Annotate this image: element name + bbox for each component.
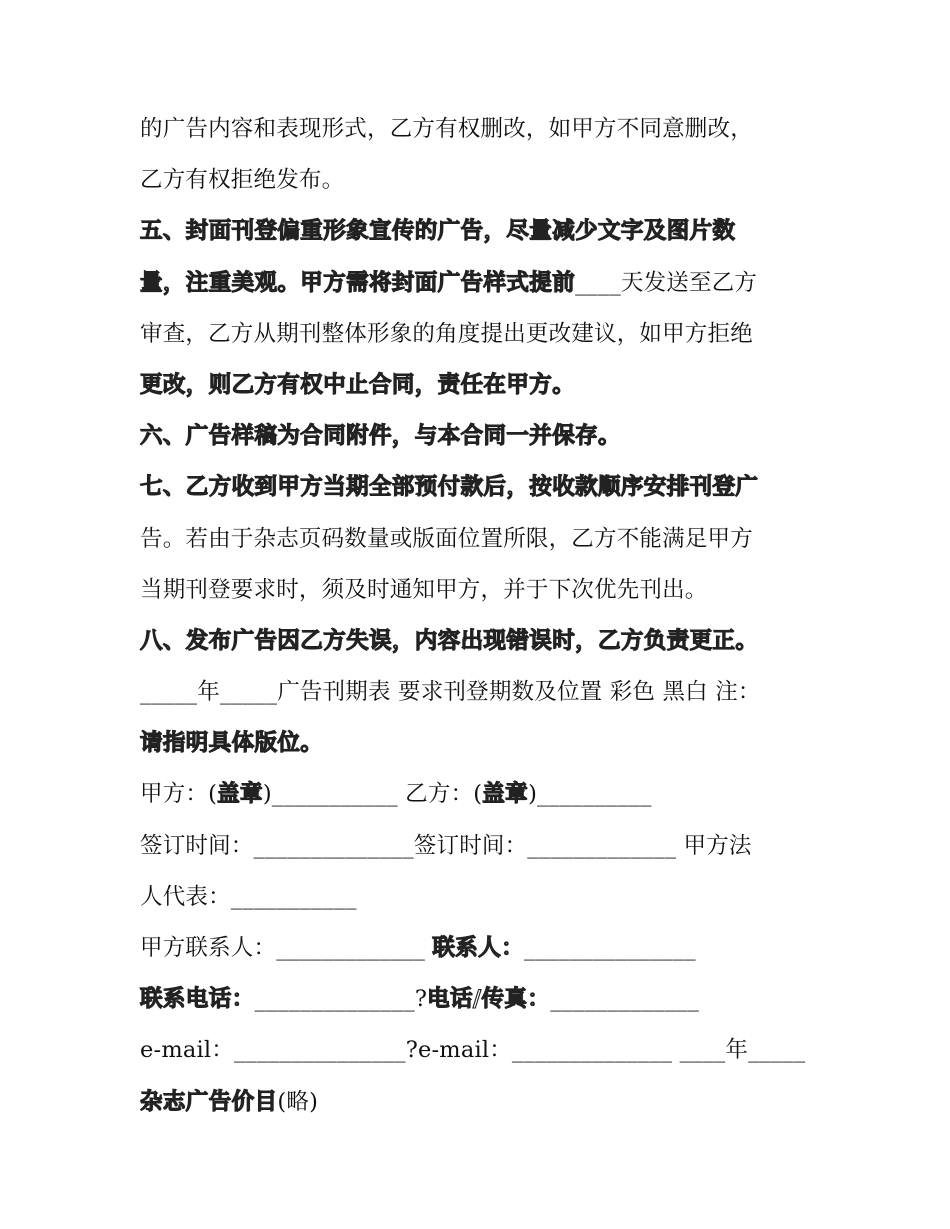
document-body xyxy=(140,104,820,1128)
text-line xyxy=(140,565,820,616)
hollow-text-segment: 电话/传真： xyxy=(427,986,551,1013)
text-line xyxy=(140,821,820,872)
text-line xyxy=(140,769,820,820)
text-segment: 签订时间：______________签订时间：_____________ 甲方法 xyxy=(140,832,752,859)
hollow-text-segment: 八、发布广告因乙方失误，内容出现错误时，乙方负责更正。 xyxy=(140,627,759,654)
hollow-text-segment: 盖章 xyxy=(482,781,529,808)
text-line xyxy=(140,104,820,155)
hollow-text-segment: 量，注重美观。甲方需将封面广告样式提前 xyxy=(140,269,576,296)
text-segment: 甲方：( xyxy=(140,781,218,808)
text-line xyxy=(140,360,820,411)
text-segment: 人代表：___________ xyxy=(140,883,357,910)
text-segment: )___________ 乙方：( xyxy=(262,781,483,808)
text-line xyxy=(140,462,820,513)
text-line xyxy=(140,974,820,1025)
hollow-text-segment: 联系人： xyxy=(432,935,525,961)
hollow-text-segment: 联系电话： xyxy=(140,986,255,1013)
text-segment: _______________ xyxy=(524,935,696,961)
text-segment: 乙方有权拒绝发布。 xyxy=(140,167,345,194)
hollow-text-segment: 杂志广告价目 xyxy=(140,1088,278,1115)
hollow-text-segment: 五、封面刊登偏重形象宣传的广告，尽量减少文字及图片数 xyxy=(140,218,736,245)
text-segment: _____________ xyxy=(550,986,700,1013)
text-line xyxy=(140,309,820,360)
hollow-text-segment: 盖章 xyxy=(217,781,263,808)
hollow-text-segment: 六、广告样稿为合同附件，与本合同一并保存。 xyxy=(140,423,621,450)
text-segment: _____年_____广告刊期表 要求刊登期数及位置 彩色 黑白 注： xyxy=(140,679,761,706)
text-segment: 审查，乙方从期刊整体形象的角度提出更改建议，如甲方拒绝 xyxy=(140,320,753,347)
text-line xyxy=(140,1025,820,1076)
text-line xyxy=(140,411,820,462)
text-segment: e-mail：_______________?e-mail：______________ ____年_____ xyxy=(140,1037,806,1064)
text-segment: ____天发送至乙方 xyxy=(575,269,758,296)
text-line xyxy=(140,1077,820,1128)
hollow-text-segment: 请指明具体版位。 xyxy=(140,730,324,757)
hollow-text-segment: 更改，则乙方有权中止合同，责任在甲方。 xyxy=(140,371,576,398)
text-segment: 的广告内容和表现形式，乙方有权删改，如甲方不同意删改， xyxy=(140,116,753,142)
text-segment: (略) xyxy=(277,1088,319,1115)
text-line xyxy=(140,923,820,974)
text-line xyxy=(140,718,820,769)
hollow-text-segment: 七、乙方收到甲方当期全部预付款后，按收款顺序安排刊登广 xyxy=(140,474,759,501)
text-line xyxy=(140,155,820,206)
text-line xyxy=(140,667,820,718)
text-line xyxy=(140,258,820,309)
text-segment: 甲方联系人：_____________ xyxy=(140,935,433,961)
text-line xyxy=(140,616,820,667)
text-segment: 告。若由于杂志页码数量或版面位置所限，乙方不能满足甲方 xyxy=(140,525,753,552)
text-line xyxy=(140,514,820,565)
text-segment: ______________? xyxy=(254,986,428,1013)
text-line xyxy=(140,872,820,923)
text-segment: 当期刊登要求时，须及时通知甲方，并于下次优先刊出。 xyxy=(140,576,708,603)
text-segment: )__________ xyxy=(528,781,652,808)
text-line xyxy=(140,206,820,257)
